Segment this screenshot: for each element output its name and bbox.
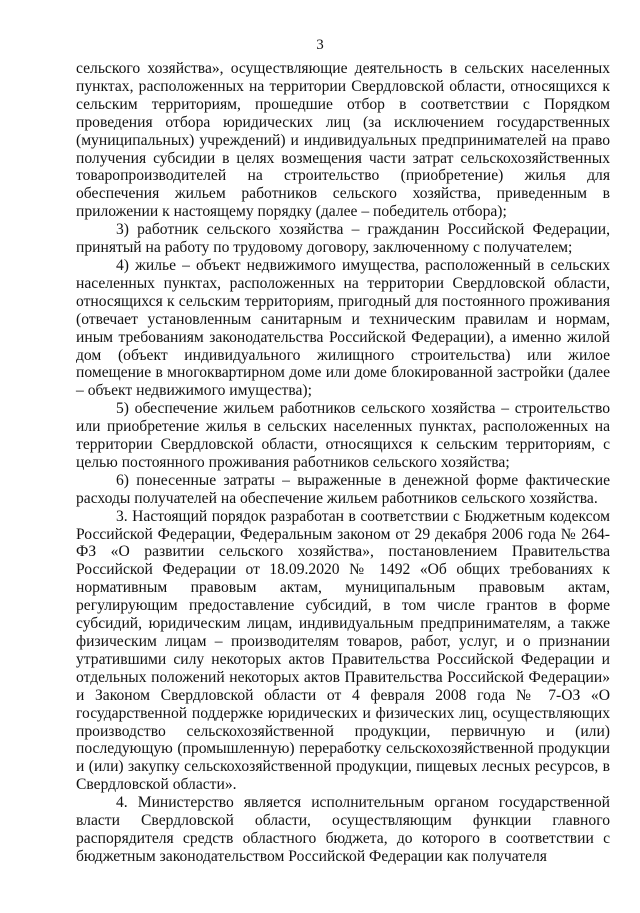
paragraph-item-5-housing-provision: 5) обеспечение жильем работников сельского хозяйства – строительство или приобретение жилья в сельских населенных пунктах, расположенных на территории Свердловской области, относящихся к сельским территориям, с целью постоянного проживания работников сельского хозяйства; [76, 400, 610, 471]
document-body [76, 60, 610, 866]
paragraph-continuation: сельского хозяйства», осуществляющие деятельность в сельских населенных пунктах, расположенных на территории Свердловской области, относящихся к сельским территориям, прошедшие отбор в соответствии с Порядком проведения отбора юридических лиц (за исключением государственных (муниципальных) учреждений) и индивидуальных предпринимателей на право получения субсидии в целях возмещения части затрат сельскохозяйственных товаропроизводителей на строительство (приобретение) жилья для обеспечения жильем работников сельского хозяйства, приведенным в приложении к настоящему порядку (далее – победитель отбора); [76, 60, 610, 221]
page-number: 3 [316, 37, 324, 53]
paragraph-item-3-farm-worker: 3) работник сельского хозяйства – гражданин Российской Федерации, принятый на работу по трудовому договору, заключенному с получателем; [76, 221, 610, 257]
paragraph-item-6-incurred-costs: 6) понесенные затраты – выраженные в денежной форме фактические расходы получателей на обеспечение жильем работников сельского хозяйства. [76, 471, 610, 507]
paragraph-section-3-legal-basis: 3. Настоящий порядок разработан в соответствии с Бюджетным кодексом Российской Федерации, Федеральным законом от 29 декабря 2006 года № 264-ФЗ «О развитии сельского хозяйства», постановлением Правительства Российской Федерации от 18.09.2020 № 1492 «Об общих требованиях к нормативным правовым актам, муниципальным правовым актам, регулирующим предоставление субсидий, в том числе грантов в форме субсидий, юридическим лицам, индивидуальным предпринимателям, а также физическим лицам – производителям товаров, работ, услуг, и о признании утратившими силу некоторых актов Правительства Российской Федерации и отдельных положений некоторых актов Правительства Российской Федерации» и Законом Свердловской области от 4 февраля 2008 года № 7-ОЗ «О государственной поддержке юридических и физических лиц, осуществляющих производство сельскохозяйственной продукции, первичную и (или) последующую (промышленную) переработку сельскохозяйственной продукции и (или) закупку сельскохозяйственной продукции, пищевых лесных ресурсов, в Свердловской области». [76, 507, 610, 794]
paragraph-section-4-ministry: 4. Министерство является исполнительным органом государственной власти Свердловской области, осуществляющим функции главного распорядителя средств областного бюджета, до которого в соответствии с бюджетным законодательством Российской Федерации как получателя [76, 794, 610, 865]
paragraph-item-4-housing: 4) жилье – объект недвижимого имущества, расположенный в сельских населенных пунктах, расположенных на территории Свердловской области, относящихся к сельским территориям, пригодный для постоянного проживания (отвечает установленным санитарным и техническим правилам и нормам, иным требованиям законодательства Российской Федерации), а именно жилой дом (объект индивидуального жилищного строительства) или жилое помещение в многоквартирном доме или доме блокированной застройки (далее – объект недвижимого имущества); [76, 256, 610, 400]
